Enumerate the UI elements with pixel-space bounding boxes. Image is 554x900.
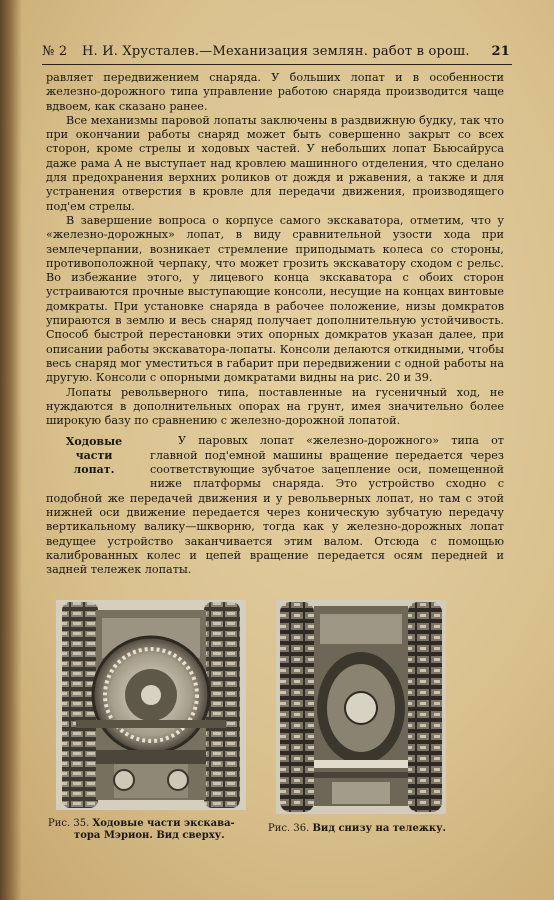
caption-text: Ходовые части экскава- [92,818,235,829]
caption-text: Вид снизу на тележку. [312,823,447,834]
paragraph: Лопаты револьверного типа, поставленные на гусеничный ход, не нуждаются в дополнительных опорах на грунт, имея значительно более широкую базу по сравнению с железно-дорожной лопатой. [46,385,504,428]
header-rule [42,64,512,65]
caption-number: Рис. 36. [268,823,310,834]
figure-35-caption [48,818,248,842]
paragraph: В завершение вопроса о корпусе самого экскаватора, отметим, что у «железно-дорожных» лопат, в виду сравнительной узости хода при землечерпании, возникает стремление приподымать колеса со стороны, противоположной черпаку, что может грозить экскаватору сходом с рельс. Во избежание этого, у лицевого конца экскаватора с обоих сторон устраиваются прочные выступающие консоли, несущие на концах винтовые домкраты. При установке снаряда в рабочее положение, низы домкратов упираются в землю и весь снаряд получает дополнительную устойчивость. Способ быстрой перестановки этих опорных домкратов указан далее, при описании работы экскаватора-лопаты. Консоли делаются откидными, чтобы весь снаряд мог уместиться в габарит при передвижении с одной работы на другую. Консоли с опорными домкратами видны на рис. 20 и 39. [46,213,504,385]
section-running-gear [46,434,504,577]
paragraph: У паровых лопат «железно-дорожного» типа от главной под'емной машины вращение передается через соответствующие зубчатое зацепление оси, помещенной ниже платформы снаряда. Это устройство сходно с подобной же передачей движения и у револьверных лопат, но там с этой нижней оси движение передается через коническую зубчатую передачу вертикальному валику—шкворню, тогда как у железно-дорожных лопат ведущее устройство заканчивается этим валом. Отсюда с помощью калиброванных колес и цепей вращение передается осям передней и задней тележек лопаты. [46,434,504,577]
running-title: Н. И. Хрусталев.—Механизация землян. работ в орош. [82,44,470,59]
caption-number: Рис. 35. [48,818,90,829]
paragraph: Все механизмы паровой лопаты заключены в раздвижную будку, так что при окончании работы снаряд может быть совершенно закрыт со всех сторон, кроме стрелы и ходовых частей. У небольших лопат Бьюсайруса даже рама А не выступает над кровлею машинного отделения, что сделано для предохранения верхних роликов от дождя и ржавения, а также и для устранения отверстия в кровле для передачи движения, производящего под'ем стрелы. [46,113,504,213]
side-heading-line: лопат. [73,463,115,477]
figure-36-photo [276,600,446,814]
running-header [42,44,510,60]
paragraph: равляет передвижением снаряда. У больших лопат и в особенности железно-дорожного типа управление работою снаряда производится чаще вдвоем, как сказано ранее. [46,71,504,113]
body-text [46,71,504,577]
issue-number: № 2 [42,44,68,59]
page-gutter-shadow [0,0,22,900]
figure-35-photo [56,600,246,810]
side-heading-line: Ходовые части [65,435,123,463]
caption-text: тора Мэрион. Вид сверху. [74,830,225,841]
side-heading [46,435,142,477]
page-number: 21 [491,44,510,59]
figure-36-caption [268,823,488,835]
